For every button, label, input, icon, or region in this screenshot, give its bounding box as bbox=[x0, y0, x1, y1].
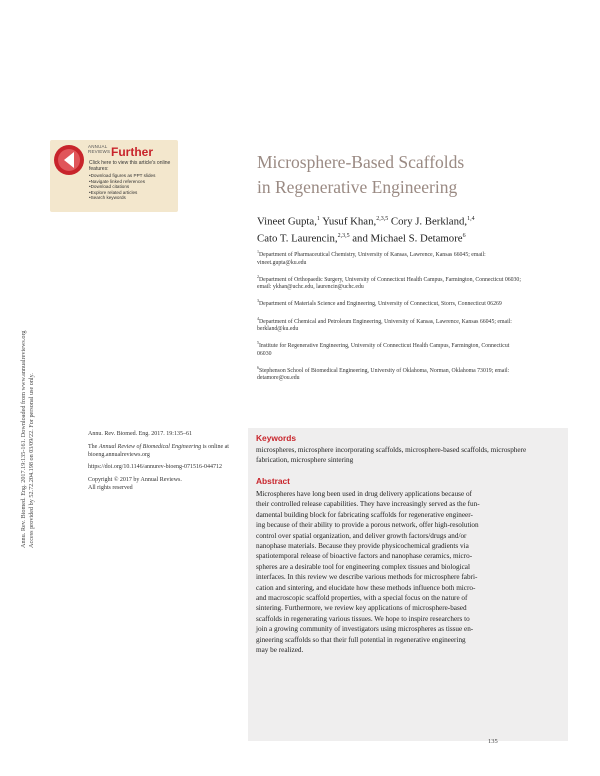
author-list: Vineet Gupta,$^1$ Yusuf Khan,$^{2,3,5}$ Cory J. Berkland,$^{1,4}$ Cato T. Laurencin,$^{2,3,5}$ and Michael S. Detamore$^6$ bbox=[257, 215, 475, 245]
abstract-line: gineering scaffolds so that their full potential in regenerative engineering bbox=[256, 635, 466, 644]
abstract-line: sintering. Furthermore, we review key applications of microsphere-based bbox=[256, 604, 467, 613]
abstract-line: spheres are a desirable tool for engineering complex tissues and biological bbox=[256, 562, 470, 571]
copyright: Copyright © 2017 by Annual Reviews. All rights reserved bbox=[88, 477, 182, 491]
abstract-line: damental building block for fabricating scaffolds for regenerative engineer- bbox=[256, 510, 473, 519]
further-feature-list bbox=[89, 173, 177, 201]
download-margin-note: Annu. Rev. Biomed. Eng. 2017.19:135-161. Downloaded from www.annualreviews.org Access provided by 52.72.204.198 on 03/09/22. For personal use only. bbox=[20, 330, 35, 548]
abstract-line: ing because of their ability to provide a porous network, offer high-resolution bbox=[256, 521, 479, 530]
affiliations bbox=[257, 248, 525, 389]
affiliation: $^1$Department of Pharmaceutical Chemistry, University of Kansas, Lawrence, Kansas 66045; email: vineet.gupta@ku.edu bbox=[257, 249, 486, 266]
affiliation: $^4$Department of Chemical and Petroleum Engineering, University of Kansas, Lawrence, Kansas 66045; email: berkland@ku.edu bbox=[257, 315, 512, 333]
further-item-ppt[interactable]: • Download figures as PPT slides bbox=[89, 173, 177, 179]
citation-info bbox=[88, 431, 238, 493]
further-title[interactable]: Further bbox=[111, 145, 153, 159]
author-berkland: Cory J. Berkland, bbox=[388, 215, 468, 228]
abstract-line: join a growing community of investigators using microspheres as tissue en- bbox=[256, 625, 474, 634]
abstract-line: Microspheres have long been used in drug delivery applications because of bbox=[256, 490, 472, 498]
keywords-heading: Keywords bbox=[256, 433, 297, 443]
abstract-line: may be realized. bbox=[256, 646, 304, 655]
journal-online-note: The Annual Review of Biomedical Engineering is online at bioeng.annualreviews.org bbox=[88, 443, 229, 458]
further-item-keywords[interactable]: • Search keywords bbox=[89, 195, 177, 201]
abstract-line: nanophase materials. Because they provide physicochemical gradients via bbox=[256, 542, 469, 551]
annual-reviews-label: ANNUAL REVIEWS bbox=[88, 144, 111, 154]
author-laurencin: Cato T. Laurencin, bbox=[257, 232, 338, 245]
title-line-2: in Regenerative Engineering bbox=[257, 177, 458, 197]
author-khan: Yusuf Khan, bbox=[319, 215, 377, 228]
abstract-line: scaffolds in regenerating various tissues. We hope to inspire researchers to bbox=[256, 614, 470, 623]
keywords-text: microspheres, microsphere incorporating scaffolds, microsphere-based scaffolds, microsphere fabrication, microsphere sintering bbox=[256, 446, 527, 464]
affiliation: $^6$Stephenson School of Biomedical Engineering, University of Oklahoma, Norman, Oklahoma 73019; email: detamore@ou.edu bbox=[257, 364, 510, 382]
abstract-heading: Abstract bbox=[256, 476, 290, 486]
abstract-line: and macroscopic scaffold properties, with a special focus on the nature of bbox=[256, 594, 468, 603]
doi-link[interactable]: https://doi.org/10.1146/annurev-bioeng-071516-044712 bbox=[88, 464, 222, 471]
affiliation: $^3$Department of Materials Science and Engineering, University of Connecticut, Storrs, Connecticut 06269 bbox=[257, 298, 502, 308]
affiliation: $^2$Department of Orthopaedic Surgery, University of Connecticut Health Campus, Farmington, Connecticut 06030; email: ykhan@uchc.edu, laurencin@uchc.edu bbox=[257, 273, 521, 291]
abstract-line: interfaces. In this review we describe various methods for microsphere fabri- bbox=[256, 573, 478, 582]
page-number: 135 bbox=[488, 738, 498, 745]
article-title bbox=[257, 150, 557, 200]
author-gupta: Vineet Gupta, bbox=[257, 215, 317, 228]
abstract-line: their controlled release capabilities. They have increasingly served as the fun- bbox=[256, 500, 480, 509]
further-item-references[interactable]: • Navigate linked references bbox=[89, 179, 177, 185]
abstract-text bbox=[256, 489, 533, 656]
abstract-line: spatiotemporal release of bioactive factors and nanophase ceramics, micro- bbox=[256, 552, 473, 561]
further-item-citations[interactable]: • Download citations bbox=[89, 184, 177, 190]
author-detamore: and Michael S. Detamore bbox=[349, 232, 463, 245]
further-subtitle: Click here to view this article's online features: bbox=[89, 160, 171, 172]
abstract-line: cation and sintering, and elucidate how these methods influence both micro- bbox=[256, 583, 476, 592]
title-line-1: Microsphere-Based Scaffolds bbox=[257, 152, 465, 172]
further-item-related[interactable]: • Explore related articles bbox=[89, 190, 177, 196]
journal-reference: Annu. Rev. Biomed. Eng. 2017. 19:135–61 bbox=[88, 431, 192, 437]
further-arrow-icon[interactable] bbox=[52, 143, 86, 177]
affiliation: $^5$Institute for Regenerative Engineering, University of Connecticut Health Campus, Farmington, Connecticut 06030 bbox=[257, 340, 510, 357]
abstract-line: control over spatial organization, and deliver growth factors/drugs and/or bbox=[256, 531, 467, 540]
